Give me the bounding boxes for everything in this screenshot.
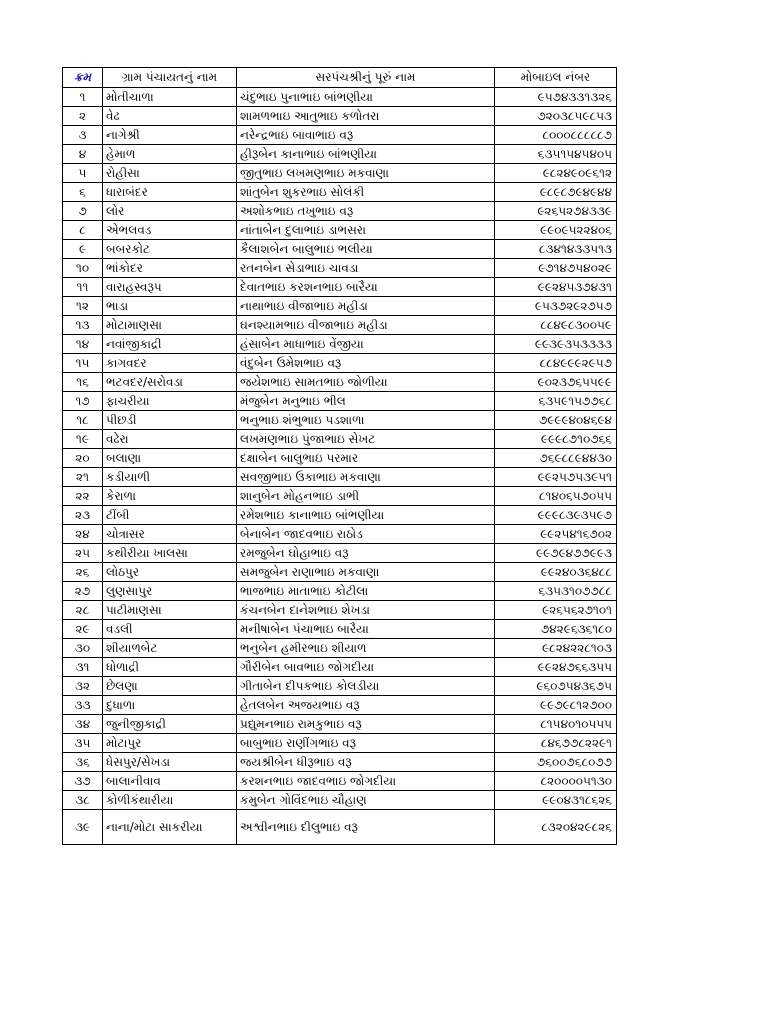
mobile-cell: ૯૯૦૪૩૧૮૬૨૬ (495, 791, 617, 810)
village-cell: હેમાળ (103, 145, 237, 164)
serial-cell: ૧૫ (63, 354, 103, 373)
village-cell: ભટવદર/સરોવડા (103, 373, 237, 392)
table-row (63, 430, 617, 449)
header-row (63, 68, 617, 88)
mobile-cell: ૬૩૫૧૫૪૫૪૦૫ (495, 145, 617, 164)
village-cell: એભલવડ (103, 221, 237, 240)
village-cell: મોતીચાળા (103, 88, 237, 107)
mobile-cell: ૯૬૦૭૫૪૩૬૭૫ (495, 677, 617, 696)
sarpanch-name-cell: કૈલાશબેન બાલુભાઇ ભલીયા (237, 240, 495, 259)
sarpanch-name-cell: શામળભાઇ આતુભાઇ કળોતરા (237, 107, 495, 126)
mobile-cell: ૭૬૦૦૭૬૮૦૭૭ (495, 753, 617, 772)
village-cell: વઢેરા (103, 430, 237, 449)
mobile-cell: ૮૮૪૯૮૩૦૦૫૯ (495, 316, 617, 335)
table-row (63, 487, 617, 506)
serial-cell: ૧ (63, 88, 103, 107)
sarpanch-name-cell: બેનાબેન જાદવભાઇ રાઠોડ (237, 525, 495, 544)
village-cell: ચોત્રાસર (103, 525, 237, 544)
serial-cell: ૩૭ (63, 772, 103, 791)
table-row (63, 525, 617, 544)
mobile-cell: ૯૯૨૪૭૬૬૩૫૫ (495, 658, 617, 677)
village-cell: ધેસપુર/સેખડા (103, 753, 237, 772)
sarpanch-name-cell: કમુબેન ગોવિંદભાઇ ચૌહાણ (237, 791, 495, 810)
table-row (63, 772, 617, 791)
table-row (63, 639, 617, 658)
serial-cell: ૨૨ (63, 487, 103, 506)
table-row (63, 126, 617, 145)
village-cell: પીછડી (103, 411, 237, 430)
village-cell: કથીરીયા ખાલસા (103, 544, 237, 563)
mobile-cell: ૮૦૦૦૮૮૮૮૮૭ (495, 126, 617, 145)
sarpanch-name-cell: હેતલબેન અજયભાઇ વરૂ (237, 696, 495, 715)
table-row (63, 145, 617, 164)
serial-cell: ૨૩ (63, 506, 103, 525)
sarpanch-name-cell: શાંતુબેન શુકરભાઇ સોલંકી (237, 183, 495, 202)
serial-cell: ૩૪ (63, 715, 103, 734)
serial-cell: ૨૦ (63, 449, 103, 468)
mobile-cell: ૮૧૪૦૬૫૭૦૫૫ (495, 487, 617, 506)
table-body (63, 88, 617, 845)
serial-cell: ૩૩ (63, 696, 103, 715)
mobile-cell: ૯૮૨૪૯૦૯૬૧૨ (495, 164, 617, 183)
serial-cell: ૧૮ (63, 411, 103, 430)
mobile-cell: ૭૬૯૮૮૯૪૪૩૦ (495, 449, 617, 468)
sarpanch-name-cell: સવજીભાઇ ઉકાભાઇ મકવાણા (237, 468, 495, 487)
table-row (63, 88, 617, 107)
table-row (63, 677, 617, 696)
mobile-cell: ૯૮૯૮૭૯૪૯૪૪ (495, 183, 617, 202)
village-cell: લોર (103, 202, 237, 221)
sarpanch-name-cell: અશોકભાઇ તખુભાઇ વરૂ (237, 202, 495, 221)
table-row (63, 221, 617, 240)
village-cell: નવાંજીકાદ્રી (103, 335, 237, 354)
serial-cell: ૩ (63, 126, 103, 145)
sarpanch-name-cell: કરશનભાઇ જાદવભાઇ જોગદીયા (237, 772, 495, 791)
serial-cell: ૨૫ (63, 544, 103, 563)
table-row (63, 734, 617, 753)
mobile-cell: ૯૯૦૯૫૨૨૪૦૬ (495, 221, 617, 240)
header-serial: ક્રમ (63, 68, 103, 88)
mobile-cell: ૮૩૪૧૪૩૩૫૧૩ (495, 240, 617, 259)
sarpanch-name-cell: મંજુબેન મનુભાઇ ભીલ (237, 392, 495, 411)
serial-cell: ૪ (63, 145, 103, 164)
sarpanch-name-cell: બાબુભાઇ રાણીંગભાઇ વરૂ (237, 734, 495, 753)
village-cell: કોળીકંથારીયા (103, 791, 237, 810)
table-row (63, 449, 617, 468)
table-row (63, 715, 617, 734)
table-row (63, 183, 617, 202)
table-row (63, 753, 617, 772)
serial-cell: ૨૮ (63, 601, 103, 620)
mobile-cell: ૯૮૨૪૨૨૮૧૦૩ (495, 639, 617, 658)
sarpanch-name-cell: રમેશભાઇ કાનાભાઇ બાંભણીયા (237, 506, 495, 525)
table-row (63, 468, 617, 487)
mobile-cell: ૮૧૫૪૦૧૦૫૫૫ (495, 715, 617, 734)
serial-cell: ૨૬ (63, 563, 103, 582)
mobile-cell: ૯૯૨૪૫૩૭૪૩૧ (495, 278, 617, 297)
table-row (63, 278, 617, 297)
serial-cell: ૨ (63, 107, 103, 126)
serial-cell: ૧૯ (63, 430, 103, 449)
village-cell: ફાચરીયા (103, 392, 237, 411)
mobile-cell: ૯૨૬૫૨૭૪૩૩૯ (495, 202, 617, 221)
village-cell: મોટામાણસા (103, 316, 237, 335)
mobile-cell: ૯૫૩૭૨૯૨૭૫૭ (495, 297, 617, 316)
sarpanch-name-cell: લખમણભાઇ પુંજાભાઇ સેખટ (237, 430, 495, 449)
sarpanch-name-cell: શાનુબેન મોહનભાઇ ડાભી (237, 487, 495, 506)
village-cell: બબરકોટ (103, 240, 237, 259)
village-cell: છેલણા (103, 677, 237, 696)
serial-cell: ૩૯ (63, 810, 103, 845)
serial-cell: ૧૦ (63, 259, 103, 278)
table-row (63, 620, 617, 639)
sarpanch-name-cell: રતનબેન સેડાભાઇ ચાવડા (237, 259, 495, 278)
sarpanch-name-cell: નાથાભાઇ વીજાભાઇ મહીડા (237, 297, 495, 316)
sarpanch-name-cell: પ્રદ્યુમનભાઇ રામકુભાઇ વરૂ (237, 715, 495, 734)
table-row (63, 563, 617, 582)
serial-cell: ૧૪ (63, 335, 103, 354)
mobile-cell: ૯૯૯૮૭૧૦૭૬૬ (495, 430, 617, 449)
village-cell: વેઢ (103, 107, 237, 126)
serial-cell: ૨૧ (63, 468, 103, 487)
table-row (63, 658, 617, 677)
table-row (63, 107, 617, 126)
header-village: ગ્રામ પંચાયતનું નામ (103, 68, 237, 88)
village-cell: દુધાળા (103, 696, 237, 715)
sarpanch-name-cell: જીતુભાઇ લખમણભાઇ મકવાણા (237, 164, 495, 183)
village-cell: વારાહસ્વરૂપ (103, 278, 237, 297)
serial-cell: ૬ (63, 183, 103, 202)
village-cell: કાગવદર (103, 354, 237, 373)
mobile-cell: ૭૯૯૯૪૦૪૬૯૪ (495, 411, 617, 430)
mobile-cell: ૯૫૭૪૩૩૧૩૨૬ (495, 88, 617, 107)
serial-cell: ૧૩ (63, 316, 103, 335)
sarpanch-name-cell: ગીતાબેન દીપકભાઇ કોલડીયા (237, 677, 495, 696)
serial-cell: ૩૨ (63, 677, 103, 696)
village-cell: કેરાળા (103, 487, 237, 506)
sarpanch-name-cell: વંદુબેન ઉમેશભાઇ વરૂ (237, 354, 495, 373)
mobile-cell: ૭૪૨૯૬૩૬૧૮૦ (495, 620, 617, 639)
mobile-cell: ૯૯૨૫૭૫૩૯૫૧ (495, 468, 617, 487)
sarpanch-name-cell: અશ્વીનભાઇ દીલુભાઇ વરૂ (237, 810, 495, 845)
village-cell: નાગેશ્રી (103, 126, 237, 145)
serial-cell: ૨૪ (63, 525, 103, 544)
village-cell: રોહીસા (103, 164, 237, 183)
village-cell: મોટાપુર (103, 734, 237, 753)
mobile-cell: ૮૪૬૭૭૮૨૨૯૧ (495, 734, 617, 753)
sarpanch-name-cell: હીરૂબેન કાનાભાઇ બાંભણીયા (237, 145, 495, 164)
village-cell: ધોળાદ્રી (103, 658, 237, 677)
village-cell: વડલી (103, 620, 237, 639)
sarpanch-name-cell: જયશ્રીબેન ધીરૂભાઇ વરૂ (237, 753, 495, 772)
mobile-cell: ૯૯૭૯૪૭૭૯૯૩ (495, 544, 617, 563)
header-mobile: મોબાઇલ નંબર (495, 68, 617, 88)
table-row (63, 392, 617, 411)
village-cell: ધારાબંદર (103, 183, 237, 202)
sarpanch-name-cell: હંસાબેન માધાભાઇ વેંજીયા (237, 335, 495, 354)
village-cell: નાના/મોટા સાકરીયા (103, 810, 237, 845)
table-row (63, 335, 617, 354)
table-row (63, 164, 617, 183)
sarpanch-name-cell: ગૌરીબેન બાવભાઇ જોગદીયા (237, 658, 495, 677)
table-row (63, 810, 617, 845)
mobile-cell: ૬૩૫૯૧૫૭૭૬૮ (495, 392, 617, 411)
sarpanch-name-cell: મનીષાબેન પંચાભાઇ બારૈયા (237, 620, 495, 639)
serial-cell: ૧૬ (63, 373, 103, 392)
sarpanch-name-cell: ભનુબેન હમીરભાઇ શીયાળ (237, 639, 495, 658)
sarpanch-name-cell: નાંતાબેન દુલાભાઇ ડાભસરા (237, 221, 495, 240)
mobile-cell: ૮૮૪૯૯૯૨૯૫૭ (495, 354, 617, 373)
serial-cell: ૧૧ (63, 278, 103, 297)
mobile-cell: ૯૭૧૪૭૫૪૦૨૯ (495, 259, 617, 278)
table-row (63, 506, 617, 525)
serial-cell: ૩૦ (63, 639, 103, 658)
village-cell: જુનીજીકાદ્રી (103, 715, 237, 734)
serial-cell: ૧૭ (63, 392, 103, 411)
sarpanch-name-cell: નરેન્દ્રભાઇ બાવાભાઇ વરૂ (237, 126, 495, 145)
header-sarpanch-name: સરપંચશ્રીનું પૂરું નામ (237, 68, 495, 88)
sarpanch-name-cell: રમજુબેન ઘોહાભાઇ વરૂ (237, 544, 495, 563)
serial-cell: ૩૮ (63, 791, 103, 810)
mobile-cell: ૯૨૬૫૬૨૭૧૦૧ (495, 601, 617, 620)
mobile-cell: ૯૯૭૯૮૧૨૭૦૦ (495, 696, 617, 715)
serial-cell: ૨૯ (63, 620, 103, 639)
sarpanch-name-cell: કંચનબેન દાનેશભાઇ શેખડા (237, 601, 495, 620)
sarpanch-name-cell: જયેશભાઇ સામતભાઇ જોળીયા (237, 373, 495, 392)
sarpanch-table (62, 67, 617, 845)
sarpanch-name-cell: દેવાતભાઇ કરશનભાઇ બારૈયા (237, 278, 495, 297)
village-cell: પાટીમાણસા (103, 601, 237, 620)
table-row (63, 582, 617, 601)
table-row (63, 297, 617, 316)
sarpanch-name-cell: ઘનશ્યામભાઇ વીજાભાઇ મહીડા (237, 316, 495, 335)
mobile-cell: ૯૯૯૮૩૯૩૫૯૭ (495, 506, 617, 525)
serial-cell: ૩૫ (63, 734, 103, 753)
village-cell: બાલાનીવાવ (103, 772, 237, 791)
table-row (63, 696, 617, 715)
serial-cell: ૩૧ (63, 658, 103, 677)
table-row (63, 316, 617, 335)
mobile-cell: ૯૯૩૯૩૫૩૩૩૩ (495, 335, 617, 354)
mobile-cell: ૯૦૨૩૭૬૫૫૯૯ (495, 373, 617, 392)
table-row (63, 240, 617, 259)
village-cell: ભાંકોદર (103, 259, 237, 278)
village-cell: શીયાળબેટ (103, 639, 237, 658)
serial-cell: ૯ (63, 240, 103, 259)
sarpanch-name-cell: ભાજભાઇ માતાભાઇ કોટીલા (237, 582, 495, 601)
mobile-cell: ૯૯૨૪૦૩૬૪૮૮ (495, 563, 617, 582)
village-cell: લોઠપુર (103, 563, 237, 582)
sarpanch-name-cell: ચંદુભાઇ પુનાભાઇ બાંભણીયા (237, 88, 495, 107)
serial-cell: ૧૨ (63, 297, 103, 316)
village-cell: ટીંબી (103, 506, 237, 525)
village-cell: લુણસાપુર (103, 582, 237, 601)
table-row (63, 544, 617, 563)
serial-cell: ૨૭ (63, 582, 103, 601)
table-row (63, 411, 617, 430)
mobile-cell: ૭૨૦૩૮૫૯૮૫૩ (495, 107, 617, 126)
table-row (63, 791, 617, 810)
mobile-cell: ૮૩૨૦૪૨૯૮૨૬ (495, 810, 617, 845)
serial-cell: ૩૬ (63, 753, 103, 772)
serial-cell: ૭ (63, 202, 103, 221)
village-cell: કડીયાળી (103, 468, 237, 487)
table-row (63, 259, 617, 278)
table-row (63, 202, 617, 221)
serial-cell: ૮ (63, 221, 103, 240)
mobile-cell: ૬૩૫૩૧૦૭૭૮૮ (495, 582, 617, 601)
table-row (63, 601, 617, 620)
sarpanch-name-cell: દક્ષાબેન બાલુભાઇ પરમાર (237, 449, 495, 468)
sarpanch-name-cell: સમજુબેન રાણાભાઇ મકવાણા (237, 563, 495, 582)
village-cell: ભાડા (103, 297, 237, 316)
table-row (63, 373, 617, 392)
serial-cell: ૫ (63, 164, 103, 183)
mobile-cell: ૮૨૦૦૦૦૫૧૩૦ (495, 772, 617, 791)
village-cell: બલાણા (103, 449, 237, 468)
mobile-cell: ૯૯૨૫૪૧૬૭૦૨ (495, 525, 617, 544)
table-row (63, 354, 617, 373)
sarpanch-name-cell: ભનુભાઇ શંભુભાઇ પડશાળા (237, 411, 495, 430)
